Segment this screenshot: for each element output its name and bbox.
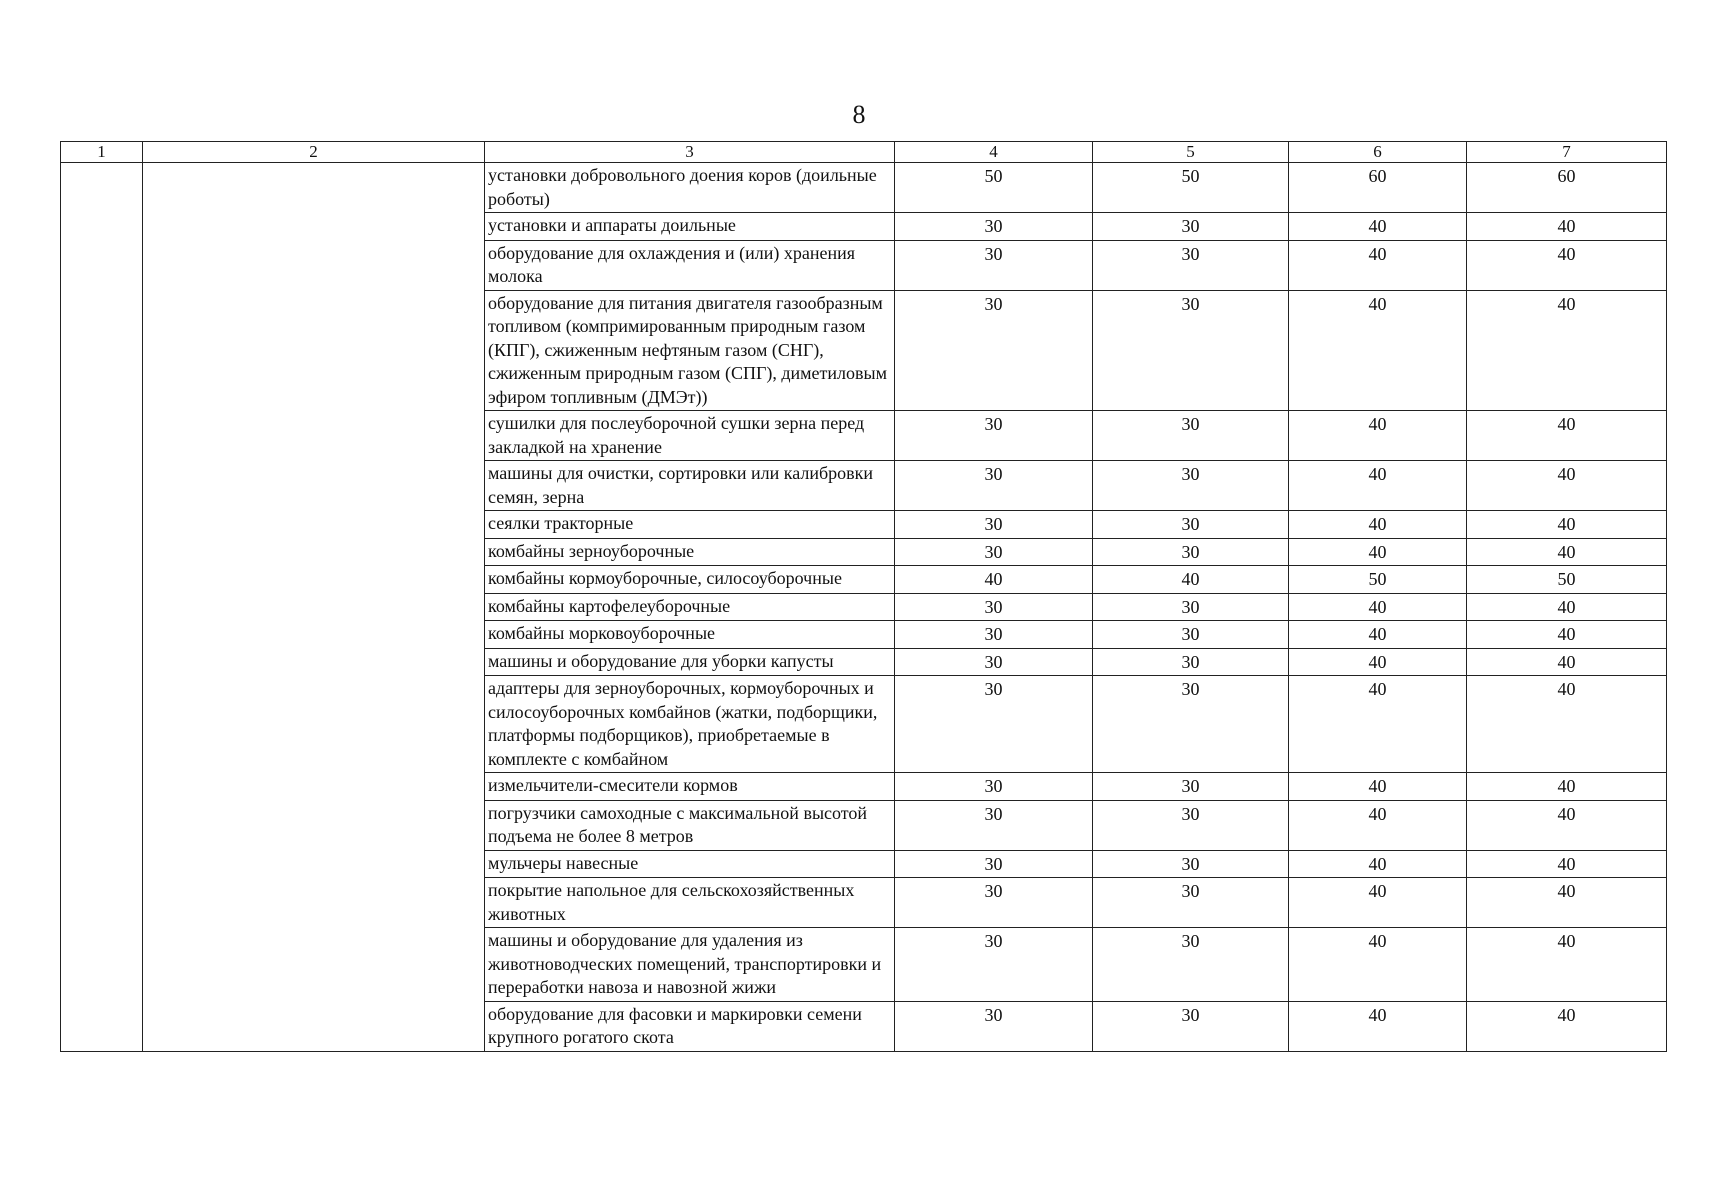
value-c6: 40	[1289, 538, 1467, 566]
value-c7: 40	[1467, 593, 1667, 621]
value-c5: 30	[1093, 411, 1289, 461]
header-cell-1: 1	[61, 142, 143, 163]
value-c7: 40	[1467, 240, 1667, 290]
value-c6: 40	[1289, 621, 1467, 649]
equipment-name: комбайны кормоуборочные, силосоуборочные	[485, 566, 895, 594]
value-c4: 30	[895, 1001, 1093, 1051]
value-c6: 40	[1289, 800, 1467, 850]
value-c4: 30	[895, 850, 1093, 878]
value-c5: 30	[1093, 290, 1289, 411]
equipment-table	[60, 141, 1667, 1052]
value-c5: 30	[1093, 461, 1289, 511]
value-c5: 30	[1093, 878, 1289, 928]
value-c7: 40	[1467, 621, 1667, 649]
value-c4: 30	[895, 928, 1093, 1002]
value-c6: 40	[1289, 773, 1467, 801]
equipment-name: установки и аппараты доильные	[485, 213, 895, 241]
value-c6: 50	[1289, 566, 1467, 594]
value-c4: 30	[895, 773, 1093, 801]
value-c7: 40	[1467, 800, 1667, 850]
value-c7: 40	[1467, 290, 1667, 411]
value-c6: 40	[1289, 411, 1467, 461]
value-c5: 50	[1093, 163, 1289, 213]
value-c5: 30	[1093, 928, 1289, 1002]
value-c5: 30	[1093, 593, 1289, 621]
value-c6: 40	[1289, 878, 1467, 928]
value-c7: 40	[1467, 676, 1667, 773]
equipment-name: комбайны картофелеуборочные	[485, 593, 895, 621]
equipment-name: мульчеры навесные	[485, 850, 895, 878]
value-c5: 30	[1093, 511, 1289, 539]
header-cell-2: 2	[143, 142, 485, 163]
value-c7: 40	[1467, 1001, 1667, 1051]
header-cell-6: 6	[1289, 142, 1467, 163]
table-row	[61, 163, 1667, 213]
value-c6: 40	[1289, 511, 1467, 539]
value-c7: 60	[1467, 163, 1667, 213]
value-c5: 30	[1093, 800, 1289, 850]
equipment-name: оборудование для питания двигателя газообразным топливом (компримированным природным газом (КПГ), сжиженным нефтяным газом (СНГ), сжиженным природным газом (СПГ), диметиловым эфиром топливным (ДМЭт))	[485, 290, 895, 411]
value-c4: 30	[895, 213, 1093, 241]
equipment-name: установки добровольного доения коров (доильные роботы)	[485, 163, 895, 213]
header-cell-5: 5	[1093, 142, 1289, 163]
value-c4: 30	[895, 538, 1093, 566]
value-c6: 40	[1289, 676, 1467, 773]
column-1-blank	[61, 163, 143, 1052]
equipment-name: машины и оборудование для уборки капусты	[485, 648, 895, 676]
page-number: 8	[852, 100, 866, 129]
equipment-name: адаптеры для зерноуборочных, кормоуборочных и силосоуборочных комбайнов (жатки, подборщики, платформы подборщиков), приобретаемые в комплекте с комбайном	[485, 676, 895, 773]
value-c5: 30	[1093, 213, 1289, 241]
value-c4: 30	[895, 240, 1093, 290]
value-c7: 40	[1467, 511, 1667, 539]
value-c4: 30	[895, 621, 1093, 649]
value-c7: 50	[1467, 566, 1667, 594]
value-c5: 30	[1093, 538, 1289, 566]
value-c6: 40	[1289, 213, 1467, 241]
value-c6: 40	[1289, 648, 1467, 676]
equipment-name: сушилки для послеуборочной сушки зерна перед закладкой на хранение	[485, 411, 895, 461]
value-c5: 40	[1093, 566, 1289, 594]
value-c5: 30	[1093, 240, 1289, 290]
value-c7: 40	[1467, 928, 1667, 1002]
header-cell-4: 4	[895, 142, 1093, 163]
value-c4: 30	[895, 593, 1093, 621]
value-c4: 30	[895, 411, 1093, 461]
value-c5: 30	[1093, 621, 1289, 649]
value-c6: 60	[1289, 163, 1467, 213]
header-row	[61, 142, 1667, 163]
value-c4: 50	[895, 163, 1093, 213]
value-c7: 40	[1467, 461, 1667, 511]
equipment-name: оборудование для фасовки и маркировки семени крупного рогатого скота	[485, 1001, 895, 1051]
equipment-name: машины для очистки, сортировки или калибровки семян, зерна	[485, 461, 895, 511]
value-c4: 30	[895, 511, 1093, 539]
value-c5: 30	[1093, 676, 1289, 773]
value-c4: 40	[895, 566, 1093, 594]
value-c5: 30	[1093, 648, 1289, 676]
value-c4: 30	[895, 878, 1093, 928]
equipment-name: погрузчики самоходные с максимальной высотой подъема не более 8 метров	[485, 800, 895, 850]
value-c6: 40	[1289, 593, 1467, 621]
equipment-name: комбайны зерноуборочные	[485, 538, 895, 566]
value-c7: 40	[1467, 878, 1667, 928]
value-c4: 30	[895, 290, 1093, 411]
value-c4: 30	[895, 648, 1093, 676]
header-cell-7: 7	[1467, 142, 1667, 163]
equipment-name: измельчители-смесители кормов	[485, 773, 895, 801]
header-cell-3: 3	[485, 142, 895, 163]
equipment-name: комбайны морковоуборочные	[485, 621, 895, 649]
value-c6: 40	[1289, 461, 1467, 511]
value-c6: 40	[1289, 290, 1467, 411]
equipment-name: покрытие напольное для сельскохозяйственных животных	[485, 878, 895, 928]
value-c7: 40	[1467, 538, 1667, 566]
value-c7: 40	[1467, 773, 1667, 801]
value-c6: 40	[1289, 240, 1467, 290]
equipment-name: машины и оборудование для удаления из животноводческих помещений, транспортировки и переработки навоза и навозной жижи	[485, 928, 895, 1002]
value-c5: 30	[1093, 850, 1289, 878]
value-c6: 40	[1289, 1001, 1467, 1051]
equipment-name: оборудование для охлаждения и (или) хранения молока	[485, 240, 895, 290]
value-c7: 40	[1467, 850, 1667, 878]
value-c6: 40	[1289, 850, 1467, 878]
value-c5: 30	[1093, 1001, 1289, 1051]
value-c7: 40	[1467, 648, 1667, 676]
value-c4: 30	[895, 676, 1093, 773]
value-c7: 40	[1467, 213, 1667, 241]
value-c5: 30	[1093, 773, 1289, 801]
column-2-blank	[143, 163, 485, 1052]
value-c4: 30	[895, 461, 1093, 511]
value-c4: 30	[895, 800, 1093, 850]
equipment-name: сеялки тракторные	[485, 511, 895, 539]
value-c6: 40	[1289, 928, 1467, 1002]
value-c7: 40	[1467, 411, 1667, 461]
